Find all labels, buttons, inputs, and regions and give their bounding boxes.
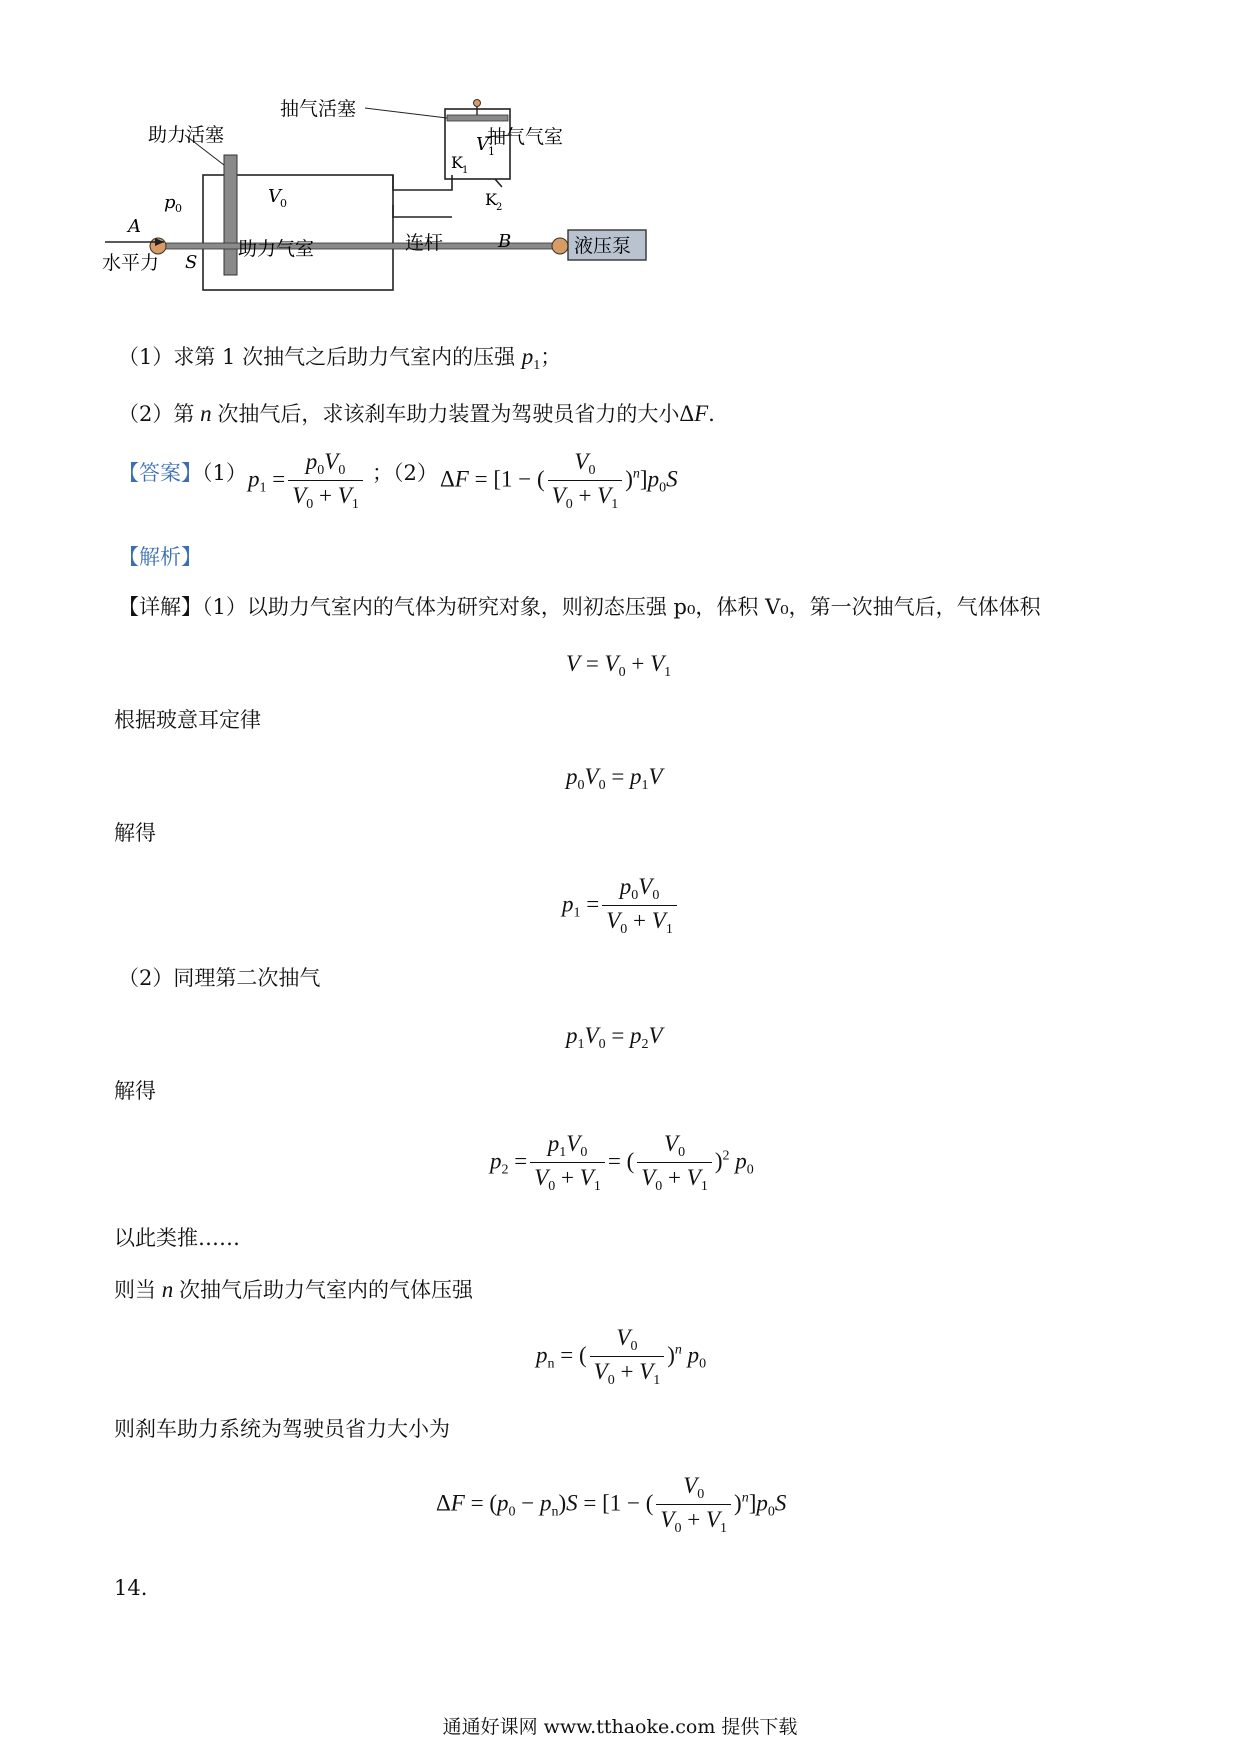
k2-label: K bbox=[485, 190, 497, 209]
answer-formula-2: ΔF = [1 − ( $\frac{V_0}{V_0 + V_1}$ )$^n]p_0S$ bbox=[440, 449, 678, 512]
footer-text: 通通好课网 www.tthaoke.com 提供下载 bbox=[442, 1716, 798, 1738]
valve-k2 bbox=[495, 179, 502, 187]
solve-text-1: 解得 bbox=[114, 821, 156, 845]
next-question-number: 14. bbox=[114, 1576, 148, 1600]
connecting-rod-label: 连杆 bbox=[405, 232, 444, 254]
analysis-tag: 【解析】 bbox=[118, 545, 202, 569]
boyle-text: 根据玻意耳定律 bbox=[114, 708, 261, 732]
analogy-text: 以此类推…… bbox=[114, 1226, 240, 1250]
conclusion-text: 则刹车助力系统为驾驶员省力大小为 bbox=[114, 1417, 450, 1441]
boost-chamber-label: 助力气室 bbox=[238, 238, 315, 260]
pump-chamber-label: 抽气气室 bbox=[487, 126, 564, 148]
eq-pn: $p_n$ = ( $\frac{V_0}{V_0 + V_1}$ )$^n$ $p_0$ bbox=[536, 1325, 707, 1388]
point-b-label: B bbox=[498, 231, 512, 252]
answer-line: 【答案】（1） bbox=[118, 461, 247, 485]
question-2: （2）第 n 次抽气后，求该刹车助力装置为驾驶员省力的大小ΔF． bbox=[118, 401, 730, 426]
svg-text:2: 2 bbox=[496, 202, 503, 213]
svg-text:0: 0 bbox=[175, 202, 182, 215]
question-1: （1）求第 1 次抽气之后助力气室内的压强 $p_1$； bbox=[118, 344, 562, 373]
point-a-label: A bbox=[128, 216, 141, 237]
pump-piston bbox=[447, 115, 508, 121]
k1-label: K bbox=[451, 153, 463, 172]
boost-piston-label: 助力活塞 bbox=[148, 124, 225, 146]
svg-text:0: 0 bbox=[280, 197, 287, 210]
eq-boyle-2: $p_1V_0 = p_2V$ bbox=[566, 1023, 663, 1052]
hydraulic-pump-label: 液压泵 bbox=[574, 235, 632, 257]
point-b-marker bbox=[552, 238, 568, 254]
svg-text:1: 1 bbox=[462, 165, 469, 176]
area-s-label: S bbox=[185, 252, 198, 273]
eq-p2: $p_2$ = $\frac{p_1V_0}{V_0 + V_1}$ = ( $\frac{V_0}{V_0 + V_1}$ )$^2$ $p_0$ bbox=[490, 1131, 754, 1194]
horizontal-force-label: 水平力 bbox=[102, 252, 160, 274]
pipe bbox=[393, 175, 452, 190]
eq-boyle-1: $p_0V_0 = p_1V$ bbox=[566, 764, 663, 793]
eq-delta-f: $\Delta F = (p_0 - p_n)S = [1$ − ( $\frac{V_0}{V_0 + V_1}$ )$^n]p_0S$ bbox=[436, 1473, 787, 1536]
v1-label: V bbox=[476, 134, 489, 155]
eq-volume: $V = V_0 + V_1$ bbox=[566, 651, 672, 680]
svg-text:1: 1 bbox=[488, 145, 495, 158]
solve-text-2: 解得 bbox=[114, 1079, 156, 1103]
brake-booster-diagram bbox=[100, 95, 660, 310]
v0-label: V bbox=[268, 186, 281, 207]
boost-piston bbox=[224, 155, 237, 275]
pump-piston-label: 抽气活塞 bbox=[280, 98, 357, 120]
detail-intro: 【详解】（1）以助力气室内的气体为研究对象，则初态压强 p₀，体积 V₀，第一次抽气后，气体体积 bbox=[118, 595, 1041, 619]
answer-tag: 【答案】 bbox=[118, 461, 202, 485]
eq-p1: $p_1$ = $\frac{p_0V_0}{V_0 + V_1}$ bbox=[562, 875, 680, 937]
nth-text: 则当 n 次抽气后助力气室内的气体压强 bbox=[114, 1277, 473, 1302]
answer-formula-1: $p_1$ = $\frac{p_0V_0}{V_0 + V_1}$ bbox=[248, 450, 366, 512]
second-text: （2）同理第二次抽气 bbox=[118, 966, 321, 990]
p0-label: p bbox=[164, 192, 176, 213]
